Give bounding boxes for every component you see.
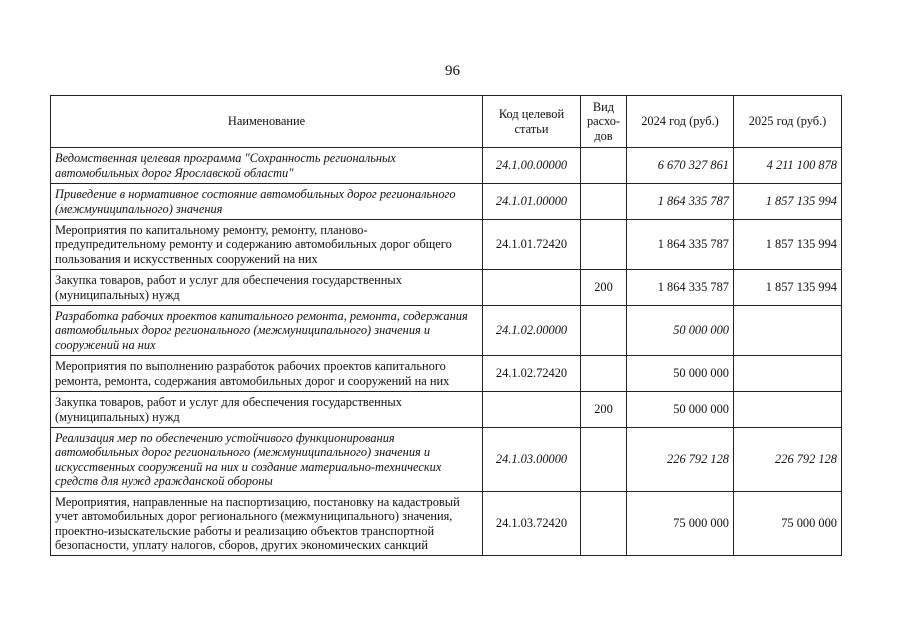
row-expense-type-cell xyxy=(581,184,627,220)
table-row xyxy=(51,184,842,220)
table-row xyxy=(51,392,842,428)
table-row xyxy=(51,270,842,306)
page-number: 96 xyxy=(445,63,460,79)
row-2024-cell: 6 670 327 861 xyxy=(627,148,734,184)
row-expense-type-cell xyxy=(581,148,627,184)
row-name-cell: Мероприятия по капитальному ремонту, ремонту, планово-предупредительному ремонту и содержанию автомобильных дорог общего пользования и искусственных сооружений на них xyxy=(51,220,483,270)
table-row xyxy=(51,492,842,556)
header-2025: 2025 год (руб.) xyxy=(734,96,842,148)
row-expense-type-cell xyxy=(581,306,627,356)
row-name-cell: Ведомственная целевая программа "Сохранность региональных автомобильных дорог Ярославской области" xyxy=(51,148,483,184)
row-code-cell: 24.1.02.72420 xyxy=(483,356,581,392)
row-code-cell xyxy=(483,392,581,428)
row-code-cell: 24.1.01.00000 xyxy=(483,184,581,220)
header-code: Код целевой статьи xyxy=(483,96,581,148)
row-2024-cell: 75 000 000 xyxy=(627,492,734,556)
table-row xyxy=(51,356,842,392)
row-code-cell: 24.1.02.00000 xyxy=(483,306,581,356)
row-2025-cell: 1 857 135 994 xyxy=(734,184,842,220)
row-2024-cell: 1 864 335 787 xyxy=(627,184,734,220)
row-2025-cell: 75 000 000 xyxy=(734,492,842,556)
row-2024-cell: 1 864 335 787 xyxy=(627,220,734,270)
table-row xyxy=(51,428,842,492)
row-2024-cell: 50 000 000 xyxy=(627,356,734,392)
row-name-cell: Приведение в нормативное состояние автомобильных дорог регионального (межмуниципального) значения xyxy=(51,184,483,220)
table-header-row xyxy=(51,96,842,148)
row-name-cell: Мероприятия по выполнению разработок рабочих проектов капитального ремонта, ремонта, содержания автомобильных дорог и сооружений на них xyxy=(51,356,483,392)
row-2025-cell xyxy=(734,392,842,428)
row-2025-cell xyxy=(734,306,842,356)
row-2025-cell: 4 211 100 878 xyxy=(734,148,842,184)
budget-table xyxy=(50,95,842,556)
row-code-cell xyxy=(483,270,581,306)
table-row xyxy=(51,306,842,356)
row-code-cell: 24.1.01.72420 xyxy=(483,220,581,270)
row-code-cell: 24.1.03.72420 xyxy=(483,492,581,556)
header-name: Наименование xyxy=(51,96,483,148)
row-expense-type-cell: 200 xyxy=(581,270,627,306)
row-2025-cell: 226 792 128 xyxy=(734,428,842,492)
row-expense-type-cell xyxy=(581,220,627,270)
row-2024-cell: 226 792 128 xyxy=(627,428,734,492)
header-expense-type: Вид расхо-дов xyxy=(581,96,627,148)
table-row xyxy=(51,148,842,184)
row-name-cell: Реализация мер по обеспечению устойчивого функционирования автомобильных дорог регионального (межмуниципального) значения и искусственных сооружений на них и создание материально-технических средств для нужд гражданской обороны xyxy=(51,428,483,492)
row-expense-type-cell xyxy=(581,492,627,556)
row-name-cell: Закупка товаров, работ и услуг для обеспечения государственных (муниципальных) нужд xyxy=(51,270,483,306)
row-expense-type-cell xyxy=(581,428,627,492)
row-2025-cell xyxy=(734,356,842,392)
table-body xyxy=(51,148,842,556)
row-code-cell: 24.1.03.00000 xyxy=(483,428,581,492)
row-expense-type-cell xyxy=(581,356,627,392)
row-name-cell: Закупка товаров, работ и услуг для обеспечения государственных (муниципальных) нужд xyxy=(51,392,483,428)
row-2025-cell: 1 857 135 994 xyxy=(734,220,842,270)
table-row xyxy=(51,220,842,270)
row-2024-cell: 1 864 335 787 xyxy=(627,270,734,306)
row-2025-cell: 1 857 135 994 xyxy=(734,270,842,306)
row-2024-cell: 50 000 000 xyxy=(627,306,734,356)
row-code-cell: 24.1.00.00000 xyxy=(483,148,581,184)
row-expense-type-cell: 200 xyxy=(581,392,627,428)
header-2024: 2024 год (руб.) xyxy=(627,96,734,148)
row-2024-cell: 50 000 000 xyxy=(627,392,734,428)
row-name-cell: Мероприятия, направленные на паспортизацию, постановку на кадастровый учет автомобильных дорог регионального (межмуниципального) значения, проектно-изыскательские работы и реализацию объектов транспортной безопасности, уплату налогов, сборов, других экономических санкций xyxy=(51,492,483,556)
row-name-cell: Разработка рабочих проектов капитального ремонта, ремонта, содержания автомобильных дорог регионального (межмуниципального) значения и сооружений на них xyxy=(51,306,483,356)
